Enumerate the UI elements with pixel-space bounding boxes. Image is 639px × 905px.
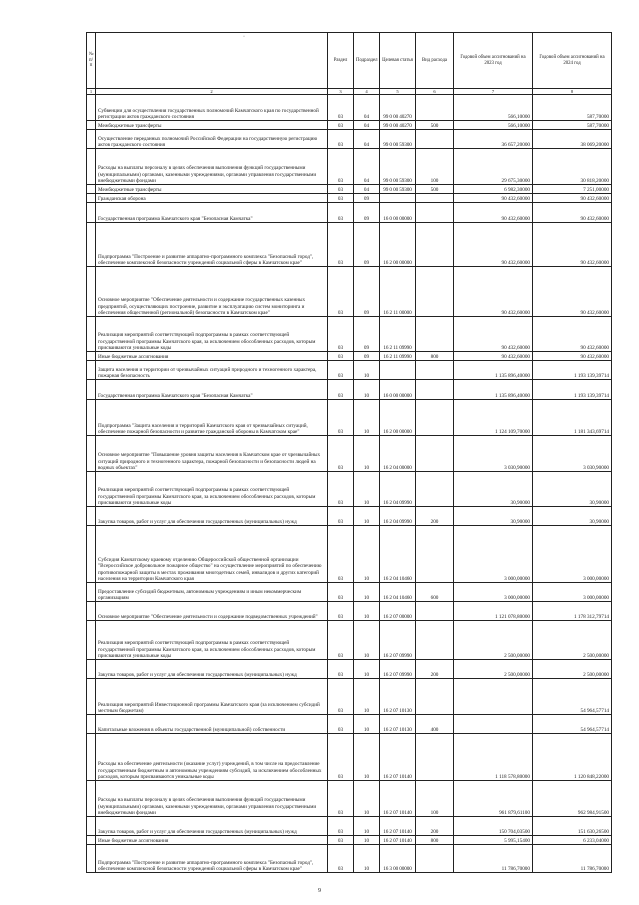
cell-num [87, 781, 96, 817]
cell-amount-2023: 90 432,60000 [454, 203, 533, 223]
cell-amount-2024: 90 432,60000 [533, 352, 612, 361]
cell-name: Иные бюджетные ассигнования [96, 836, 328, 845]
cell-name: Защита населения и территории от чрезвычайных ситуаций природного и техногенного характера, пожарная безопасность [96, 361, 328, 380]
cell-num [87, 400, 96, 436]
table-row [87, 400, 612, 436]
cell-expense-type: 500 [416, 185, 454, 194]
cell-expense-type [416, 526, 454, 583]
cell-amount-2023: 3 000,00000 [454, 526, 533, 583]
cell-amount-2023: 90 432,60000 [454, 223, 533, 267]
cell-expense-type [416, 361, 454, 380]
cell-amount-2024: 2 500,00000 [533, 660, 612, 679]
cell-expense-type [416, 621, 454, 660]
cell-name: Реализация мероприятий соответствующей подпрограммы в рамках соответствующей государственной программы Камчатского края, за исключением обособленных расходов, которым присваиваются уникальные коды [96, 472, 328, 507]
cell-num [87, 380, 96, 400]
cell-podrazdel: 10 [354, 400, 380, 436]
cell-podrazdel: 04 [354, 130, 380, 149]
cell-podrazdel: 10 [354, 679, 380, 715]
cell-num [87, 223, 96, 267]
cell-podrazdel: 10 [354, 526, 380, 583]
column-number: 7 [454, 89, 533, 95]
header-2023: Годовой объем ассигнований на 2023 год [454, 33, 533, 89]
cell-amount-2024: 2 500,00000 [533, 621, 612, 660]
cell-razdel: 03 [328, 472, 354, 507]
table-row [87, 317, 612, 352]
cell-amount-2023: 1 135 896,40000 [454, 380, 533, 400]
cell-target-article: 16 2 00 00000 [380, 400, 416, 436]
cell-amount-2023: 5 995,15400 [454, 836, 533, 845]
cell-amount-2023: 36 657,20000 [454, 130, 533, 149]
cell-amount-2023: 11 786,70000 [454, 845, 533, 873]
cell-amount-2024: 587,70000 [533, 121, 612, 130]
cell-amount-2023: 30,90000 [454, 472, 533, 507]
cell-razdel: 03 [328, 185, 354, 194]
cell-name: Реализация мероприятий соответствующей подпрограммы в рамках соответствующей государственной программы Камчатского края, за исключением обособленных расходов, которым присваиваются уникальные коды [96, 621, 328, 660]
cell-amount-2024: 90 432,60000 [533, 223, 612, 267]
cell-expense-type [416, 203, 454, 223]
table-row [87, 602, 612, 621]
cell-podrazdel: 09 [354, 352, 380, 361]
table-row [87, 715, 612, 734]
cell-num [87, 602, 96, 621]
cell-expense-type: 200 [416, 817, 454, 836]
cell-podrazdel: 10 [354, 621, 380, 660]
cell-amount-2024: 90 432,60000 [533, 267, 612, 317]
table-row [87, 583, 612, 602]
cell-num [87, 361, 96, 380]
column-number: 2 [96, 89, 328, 95]
cell-expense-type [416, 317, 454, 352]
cell-target-article: 99 0 00 59300 [380, 130, 416, 149]
cell-amount-2024: 7 251,00000 [533, 185, 612, 194]
cell-target-article: 16 2 07 10140 [380, 734, 416, 781]
table-row [87, 95, 612, 121]
cell-name: Подпрограмма "Построение и развитие аппаратно-программного комплекса "Безопасный город", обеспечение комплексной безопасности учреждений социальной сферы в Камчатском крае" [96, 845, 328, 873]
cell-amount-2024: 30 818,20000 [533, 149, 612, 185]
cell-amount-2023: 30,90000 [454, 507, 533, 526]
cell-num [87, 194, 96, 203]
page-number: 9 [318, 888, 321, 894]
cell-target-article: 16 0 00 00000 [380, 380, 416, 400]
cell-podrazdel: 10 [354, 845, 380, 873]
cell-amount-2024: 90 432,60000 [533, 317, 612, 352]
cell-razdel: 03 [328, 845, 354, 873]
cell-razdel: 03 [328, 602, 354, 621]
table-row [87, 149, 612, 185]
cell-podrazdel: 10 [354, 660, 380, 679]
table-row [87, 507, 612, 526]
cell-name: Реализация мероприятий соответствующей подпрограммы в рамках соответствующей государственной программы Камчатского края, за исключением обособленных расходов, которым присваиваются уникальные коды [96, 317, 328, 352]
cell-name: Капитальные вложения в объекты государственной (муниципальной) собственности [96, 715, 328, 734]
cell-name: Основное мероприятие "Повышение уровня защиты населения в Камчатском крае от чрезвычайных ситуаций природного и техногенного характера, пожарной безопасности и безопасности людей на водных объектах" [96, 436, 328, 472]
cell-expense-type [416, 472, 454, 507]
cell-num [87, 836, 96, 845]
cell-podrazdel: 09 [354, 203, 380, 223]
cell-expense-type: 100 [416, 149, 454, 185]
cell-razdel: 03 [328, 361, 354, 380]
cell-podrazdel: 04 [354, 95, 380, 121]
cell-podrazdel: 09 [354, 223, 380, 267]
cell-expense-type: 500 [416, 121, 454, 130]
cell-name: Расходы на обеспечение деятельности (оказание услуг) учреждений, в том числе на предоставление государственным бюджетным и автономным учреждениям субсидий, за исключением обособленных расходов, которым присваиваются уникальные коды [96, 734, 328, 781]
cell-name: Расходы на выплаты персоналу в целях обеспечения выполнения функций государственными (муниципальными) органами, казенными учреждениями, органами управления государственными внебюджетными фондами [96, 149, 328, 185]
cell-podrazdel: 10 [354, 715, 380, 734]
cell-name: Основное мероприятие "Обеспечение деятельности и содержание государственных казенных предприятий, осуществляющих построение, развитие и эксплуатацию систем мониторинга и обеспечения общественной (региональной) безопасности в Камчатском крае" [96, 267, 328, 317]
cell-num [87, 817, 96, 836]
cell-num [87, 352, 96, 361]
cell-amount-2024: 90 432,60000 [533, 194, 612, 203]
cell-amount-2023: 3 000,00000 [454, 583, 533, 602]
cell-num [87, 715, 96, 734]
cell-amount-2023: 1 118 578,80000 [454, 734, 533, 781]
table-row [87, 845, 612, 873]
cell-num [87, 185, 96, 194]
cell-num [87, 130, 96, 149]
cell-amount-2024: 962 984,91500 [533, 781, 612, 817]
cell-target-article: 99 0 00 59300 [380, 149, 416, 185]
cell-razdel: 03 [328, 149, 354, 185]
cell-razdel: 03 [328, 679, 354, 715]
cell-razdel: 03 [328, 436, 354, 472]
cell-amount-2024: 587,70000 [533, 95, 612, 121]
cell-target-article: 16 2 07 10130 [380, 679, 416, 715]
cell-expense-type [416, 400, 454, 436]
cell-amount-2023: 90 432,60000 [454, 317, 533, 352]
cell-num [87, 149, 96, 185]
cell-expense-type: 400 [416, 715, 454, 734]
cell-amount-2023: 90 432,60000 [454, 194, 533, 203]
cell-razdel: 03 [328, 380, 354, 400]
header-razdel: Раздел [328, 33, 354, 89]
cell-name: Предоставление субсидий бюджетным, автономным учреждениям и иным некоммерческим организациям [96, 583, 328, 602]
scan-speck: · [243, 34, 245, 40]
cell-name: Субвенции для осуществления государственных полномочий Камчатского края по государственной регистрации актов гражданского состояния [96, 95, 328, 121]
cell-expense-type [416, 380, 454, 400]
header-2024: Годовой объем ассигнований на 2024 год [533, 33, 612, 89]
cell-expense-type: 800 [416, 352, 454, 361]
cell-num [87, 526, 96, 583]
cell-amount-2024: 1 181 343,69714 [533, 400, 612, 436]
cell-razdel: 03 [328, 203, 354, 223]
table-body [87, 95, 612, 873]
table-row [87, 121, 612, 130]
cell-razdel: 03 [328, 734, 354, 781]
header-name [96, 33, 328, 89]
column-number: 3 [328, 89, 354, 95]
cell-target-article: 16 2 04 00000 [380, 436, 416, 472]
table-row [87, 380, 612, 400]
cell-target-article: 16 2 07 10140 [380, 781, 416, 817]
cell-target-article: 16 2 11 00000 [380, 267, 416, 317]
cell-target-article: 16 2 04 10460 [380, 583, 416, 602]
table-row [87, 352, 612, 361]
cell-name: Межбюджетные трансферты [96, 185, 328, 194]
cell-podrazdel: 10 [354, 836, 380, 845]
table-row [87, 472, 612, 507]
cell-podrazdel: 04 [354, 121, 380, 130]
cell-razdel: 03 [328, 526, 354, 583]
cell-podrazdel: 10 [354, 436, 380, 472]
cell-amount-2024: 54 964,57714 [533, 679, 612, 715]
column-number: 4 [354, 89, 380, 95]
table-row [87, 203, 612, 223]
cell-amount-2024: 1 178 312,79714 [533, 602, 612, 621]
cell-expense-type: 200 [416, 660, 454, 679]
cell-amount-2024: 90 432,60000 [533, 203, 612, 223]
cell-podrazdel: 04 [354, 185, 380, 194]
cell-razdel: 03 [328, 400, 354, 436]
cell-expense-type [416, 734, 454, 781]
cell-expense-type [416, 223, 454, 267]
cell-razdel: 03 [328, 223, 354, 267]
header-num: № п/п [87, 33, 96, 89]
cell-amount-2023 [454, 679, 533, 715]
cell-expense-type: 600 [416, 583, 454, 602]
cell-podrazdel: 10 [354, 817, 380, 836]
cell-target-article: 99 0 00 40270 [380, 95, 416, 121]
table-row [87, 660, 612, 679]
cell-num [87, 95, 96, 121]
table-row [87, 621, 612, 660]
cell-razdel: 03 [328, 836, 354, 845]
cell-name: Субсидия Камчатскому краевому отделению Общероссийской общественной организации "Всероссийское добровольное пожарное общество" на осуществление мероприятий по обеспечению противопожарной защиты в местах проживания многодетных семей, инвалидов и других категорий населения на территории Камчатского края [96, 526, 328, 583]
cell-expense-type [416, 267, 454, 317]
cell-razdel: 03 [328, 317, 354, 352]
cell-amount-2024: 6 233,04000 [533, 836, 612, 845]
cell-amount-2024: 1 193 139,39714 [533, 361, 612, 380]
cell-target-article [380, 361, 416, 380]
table-row [87, 781, 612, 817]
cell-podrazdel: 10 [354, 361, 380, 380]
cell-target-article: 16 2 07 10140 [380, 817, 416, 836]
cell-amount-2023: 2 500,00000 [454, 621, 533, 660]
cell-name: Государственная программа Камчатского края "Безопасная Камчатка" [96, 380, 328, 400]
cell-amount-2023: 29 675,30000 [454, 149, 533, 185]
cell-amount-2024: 11 786,70000 [533, 845, 612, 873]
cell-name: Подпрограмма "Защита населения и территорий Камчатского края от чрезвычайных ситуаций, обеспечение пожарной безопасности и развитие гражданской обороны в Камчатском крае" [96, 400, 328, 436]
cell-amount-2024: 30,90000 [533, 472, 612, 507]
cell-razdel: 03 [328, 121, 354, 130]
cell-num [87, 621, 96, 660]
cell-target-article [380, 194, 416, 203]
header-podrazdel: Подраздел [354, 33, 380, 89]
cell-num [87, 679, 96, 715]
cell-num [87, 436, 96, 472]
cell-target-article: 16 2 07 09990 [380, 621, 416, 660]
cell-razdel: 03 [328, 95, 354, 121]
column-number: 6 [416, 89, 454, 95]
cell-podrazdel: 10 [354, 781, 380, 817]
cell-expense-type [416, 130, 454, 149]
cell-name: Государственная программа Камчатского края "Безопасная Камчатка" [96, 203, 328, 223]
cell-num [87, 472, 96, 507]
cell-num [87, 660, 96, 679]
cell-num [87, 121, 96, 130]
cell-target-article: 16 2 07 10140 [380, 836, 416, 845]
cell-num [87, 203, 96, 223]
cell-name: Подпрограмма "Построение и развитие аппаратно-программного комплекса "Безопасный город", обеспечение комплексной безопасности учреждений социальной сферы в Камчатском крае" [96, 223, 328, 267]
table-row [87, 817, 612, 836]
cell-razdel: 03 [328, 194, 354, 203]
cell-razdel: 03 [328, 130, 354, 149]
table-row [87, 679, 612, 715]
cell-razdel: 03 [328, 267, 354, 317]
cell-name: Осуществление переданных полномочий Российской Федерации на государственную регистрацию актов гражданского состояния [96, 130, 328, 149]
cell-target-article: 16 2 07 00000 [380, 602, 416, 621]
cell-target-article: 16 2 00 00000 [380, 223, 416, 267]
table-row [87, 267, 612, 317]
cell-razdel: 03 [328, 352, 354, 361]
header-csr: Целевая статья [380, 33, 416, 89]
cell-amount-2023: 90 432,60000 [454, 352, 533, 361]
cell-num [87, 317, 96, 352]
column-number: 8 [533, 89, 612, 95]
cell-amount-2024: 38 069,20000 [533, 130, 612, 149]
cell-num [87, 507, 96, 526]
cell-expense-type [416, 602, 454, 621]
cell-amount-2023: 1 135 896,40000 [454, 361, 533, 380]
cell-name: Гражданская оборона [96, 194, 328, 203]
cell-amount-2024: 3 030,90000 [533, 436, 612, 472]
cell-amount-2023: 2 500,00000 [454, 660, 533, 679]
table-row [87, 526, 612, 583]
column-number: 1 [87, 89, 96, 95]
table-row [87, 223, 612, 267]
table-row [87, 185, 612, 194]
cell-podrazdel: 09 [354, 267, 380, 317]
cell-target-article: 99 0 00 59300 [380, 185, 416, 194]
table-row [87, 130, 612, 149]
cell-expense-type [416, 845, 454, 873]
cell-name: Закупка товаров, работ и услуг для обеспечения государственных (муниципальных) нужд [96, 507, 328, 526]
table-row [87, 361, 612, 380]
cell-podrazdel: 10 [354, 380, 380, 400]
table-header-row [87, 33, 612, 89]
cell-amount-2024: 1 193 139,39714 [533, 380, 612, 400]
cell-target-article: 16 2 07 10130 [380, 715, 416, 734]
cell-amount-2023: 566,10000 [454, 121, 533, 130]
cell-amount-2023: 3 030,90000 [454, 436, 533, 472]
cell-expense-type: 100 [416, 781, 454, 817]
cell-expense-type: 200 [416, 507, 454, 526]
cell-name: Закупка товаров, работ и услуг для обеспечения государственных (муниципальных) нужд [96, 817, 328, 836]
cell-name: Реализация мероприятий Инвестиционной программы Камчатского края (за исключением субсидий местным бюджетам) [96, 679, 328, 715]
cell-amount-2023: 90 432,60000 [454, 267, 533, 317]
cell-expense-type [416, 679, 454, 715]
cell-amount-2023: 566,10000 [454, 95, 533, 121]
cell-amount-2024: 1 120 848,22000 [533, 734, 612, 781]
cell-target-article: 16 2 04 10460 [380, 526, 416, 583]
cell-razdel: 03 [328, 781, 354, 817]
cell-podrazdel: 10 [354, 583, 380, 602]
cell-podrazdel: 04 [354, 149, 380, 185]
cell-razdel: 03 [328, 660, 354, 679]
cell-amount-2024: 30,90000 [533, 507, 612, 526]
table-row [87, 436, 612, 472]
cell-target-article: 16 0 00 00000 [380, 203, 416, 223]
cell-razdel: 03 [328, 621, 354, 660]
cell-podrazdel: 09 [354, 194, 380, 203]
cell-expense-type [416, 95, 454, 121]
cell-razdel: 03 [328, 507, 354, 526]
cell-podrazdel: 09 [354, 317, 380, 352]
cell-target-article: 16 2 04 09990 [380, 507, 416, 526]
table-row [87, 194, 612, 203]
cell-name: Основное мероприятие "Обеспечение деятельности и содержание подведомственных учреждений" [96, 602, 328, 621]
cell-amount-2024: 54 964,57714 [533, 715, 612, 734]
cell-podrazdel: 10 [354, 734, 380, 781]
cell-expense-type [416, 194, 454, 203]
cell-name: Межбюджетные трансферты [96, 121, 328, 130]
cell-amount-2023: 6 982,30000 [454, 185, 533, 194]
cell-podrazdel: 10 [354, 472, 380, 507]
column-number: 5 [380, 89, 416, 95]
cell-num [87, 583, 96, 602]
cell-amount-2023 [454, 715, 533, 734]
table-row [87, 734, 612, 781]
cell-name: Иные бюджетные ассигнования [96, 352, 328, 361]
cell-expense-type [416, 436, 454, 472]
cell-amount-2023: 961 879,61100 [454, 781, 533, 817]
cell-expense-type: 800 [416, 836, 454, 845]
cell-amount-2024: 151 630,26500 [533, 817, 612, 836]
cell-name: Закупка товаров, работ и услуг для обеспечения государственных (муниципальных) нужд [96, 660, 328, 679]
cell-razdel: 03 [328, 583, 354, 602]
table-row [87, 836, 612, 845]
cell-name: Расходы на выплаты персоналу в целях обеспечения выполнения функций государственными (муниципальными) органами, казенными учреждениями, органами управления государственными внебюджетными фондами [96, 781, 328, 817]
cell-podrazdel: 10 [354, 602, 380, 621]
cell-num [87, 267, 96, 317]
cell-num [87, 734, 96, 781]
cell-amount-2024: 3 000,00000 [533, 583, 612, 602]
cell-amount-2024: 3 000,00000 [533, 526, 612, 583]
cell-amount-2023: 1 121 078,80000 [454, 602, 533, 621]
cell-num [87, 845, 96, 873]
cell-razdel: 03 [328, 817, 354, 836]
header-vr: Вид расхода [416, 33, 454, 89]
cell-podrazdel: 10 [354, 507, 380, 526]
cell-amount-2023: 1 124 109,70000 [454, 400, 533, 436]
cell-target-article: 16 2 11 09990 [380, 352, 416, 361]
cell-target-article: 16 3 00 00000 [380, 845, 416, 873]
cell-target-article: 16 2 04 09990 [380, 472, 416, 507]
budget-allocation-table [86, 32, 612, 873]
cell-amount-2023: 150 704,03500 [454, 817, 533, 836]
cell-razdel: 03 [328, 715, 354, 734]
cell-target-article: 99 0 00 40270 [380, 121, 416, 130]
cell-target-article: 16 2 11 09990 [380, 317, 416, 352]
cell-target-article: 16 2 07 09990 [380, 660, 416, 679]
